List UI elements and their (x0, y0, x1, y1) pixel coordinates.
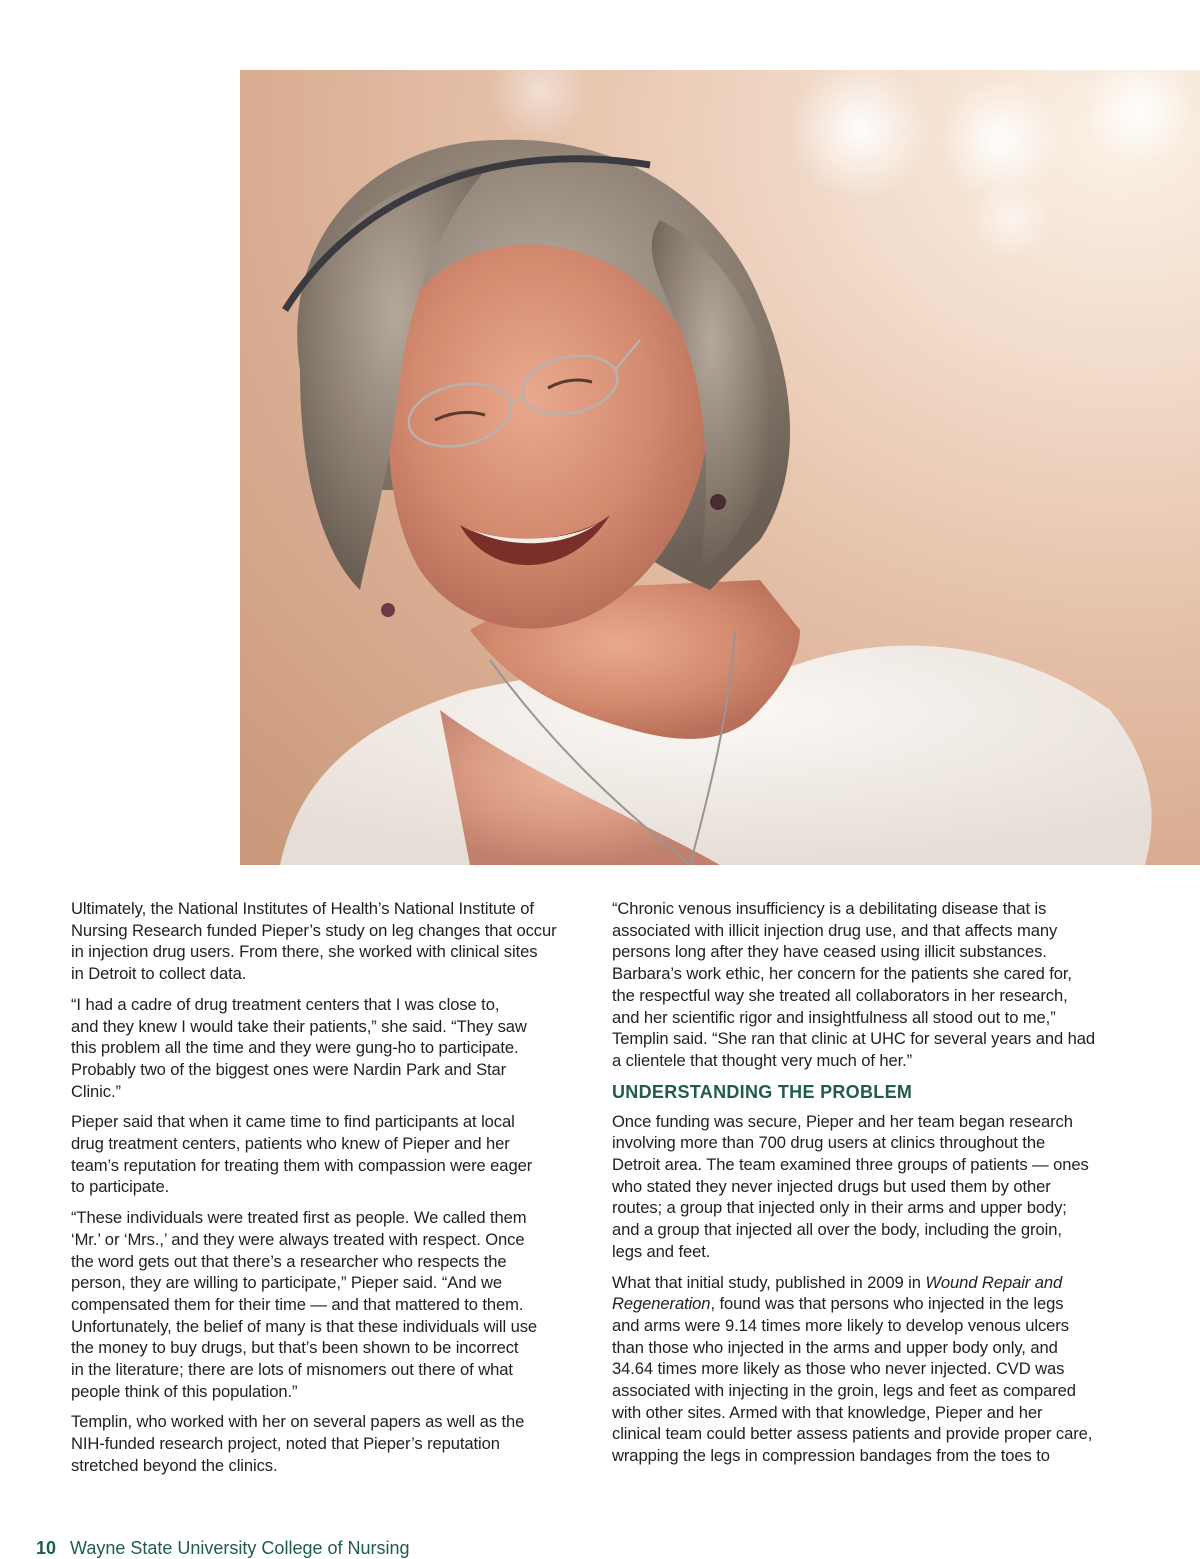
journal-title: Regeneration (612, 1294, 711, 1314)
text-line: routes; a group that injected only in their arms and upper body; (612, 1198, 1067, 1218)
text-line: Nursing Research funded Pieper’s study on leg changes that occur (71, 920, 557, 940)
publication-name: Wayne State University College of Nursing (70, 1538, 410, 1558)
text-line: involving more than 700 drug users at clinics throughout the (612, 1133, 1046, 1153)
portrait-illustration (240, 70, 1200, 865)
text-line: Barbara’s work ethic, her concern for the patients she cared for, (612, 964, 1072, 984)
text-line: in the literature; there are lots of misnomers out there of what (71, 1360, 513, 1380)
text-line: Once funding was secure, Pieper and her team began research (612, 1111, 1073, 1131)
text-line: Clinic.” (71, 1081, 121, 1101)
text-line: Detroit area. The team examined three groups of patients — ones (612, 1155, 1089, 1175)
text-line: “These individuals were treated first as people. We called them (71, 1208, 527, 1228)
text-line: ‘Mr.’ or ‘Mrs.,’ and they were always treated with respect. Once (71, 1229, 525, 1249)
text-line: team’s reputation for treating them with compassion were eager (71, 1155, 533, 1175)
text-line: and her scientific rigor and insightfulness all stood out to me,” (612, 1007, 1056, 1027)
text-line: 34.64 times more likely as those who never injected. CVD was (612, 1359, 1065, 1379)
paragraph (612, 1111, 1137, 1263)
text-line: Unfortunately, the belief of many is that these individuals will use (71, 1316, 538, 1336)
text-line: wrapping the legs in compression bandages from the toes to (612, 1446, 1050, 1466)
text-line: associated with injecting in the groin, legs and feet as compared (612, 1381, 1076, 1401)
text-fragment: What that initial study, published in 2009 in (612, 1272, 926, 1292)
text-line: the money to buy drugs, but that’s been shown to be incorrect (71, 1338, 519, 1358)
text-line: Probably two of the biggest ones were Nardin Park and Star (71, 1059, 507, 1079)
text-line: person, they are willing to participate,” Pieper said. “And we (71, 1273, 502, 1293)
text-line: and arms were 9.14 times more likely to develop venous ulcers (612, 1315, 1069, 1335)
text-line: Pieper said that when it came time to find participants at local (71, 1112, 515, 1132)
paragraph (71, 1411, 591, 1476)
section-heading: UNDERSTANDING THE PROBLEM (612, 1081, 913, 1102)
text-line: in Detroit to collect data. (71, 964, 247, 984)
portrait-photo (240, 70, 1200, 865)
text-line: persons long after they have ceased using illicit substances. (612, 942, 1047, 962)
text-line: in injection drug users. From there, she worked with clinical sites (71, 942, 538, 962)
text-line: this problem all the time and they were gung-ho to participate. (71, 1038, 519, 1058)
text-line: and they knew I would take their patients,” she said. “They saw (71, 1016, 527, 1036)
right-column (612, 898, 1137, 1476)
text-line: legs and feet. (612, 1241, 711, 1261)
text-line: associated with illicit injection drug use, and that affects many (612, 920, 1058, 940)
paragraph (71, 994, 591, 1103)
text-line: “Chronic venous insufficiency is a debilitating disease that is (612, 899, 1047, 918)
text-line: with other sites. Armed with that knowledge, Pieper and her (612, 1402, 1043, 1422)
paragraph (71, 1111, 591, 1198)
text-line: the word gets out that there’s a researcher who respects the (71, 1251, 507, 1271)
text-line (612, 1272, 1137, 1294)
text-line: Templin said. “She ran that clinic at UHC for several years and had (612, 1029, 1096, 1049)
text-line (612, 1293, 1137, 1315)
text-line: “I had a cadre of drug treatment centers that I was close to, (71, 994, 500, 1014)
text-line: compensated them for their time — and that mattered to them. (71, 1294, 524, 1314)
text-line: to participate. (71, 1177, 170, 1197)
paragraph (612, 1272, 1137, 1467)
text-line: the respectful way she treated all collaborators in her research, (612, 985, 1068, 1005)
paragraph (612, 898, 1137, 1072)
paragraph (71, 1207, 591, 1402)
text-line: people think of this population.” (71, 1381, 298, 1401)
text-line: Templin, who worked with her on several papers as well as the (71, 1412, 525, 1432)
text-line: than those who injected in the arms and upper body only, and (612, 1337, 1058, 1357)
page-number: 10 (36, 1538, 57, 1558)
text-line: drug treatment centers, patients who knew of Pieper and her (71, 1134, 510, 1154)
paragraph (71, 898, 591, 985)
text-line: Ultimately, the National Institutes of Health’s National Institute of (71, 899, 534, 918)
left-column (71, 898, 591, 1486)
page-footer (36, 1538, 410, 1559)
text-line: stretched beyond the clinics. (71, 1455, 278, 1475)
text-line: a clientele that thought very much of her.” (612, 1050, 913, 1070)
journal-title: Wound Repair and (925, 1272, 1063, 1292)
text-line: who stated they never injected drugs but used them by other (612, 1176, 1051, 1196)
text-line: clinical team could better assess patients and provide proper care, (612, 1424, 1093, 1444)
text-line: NIH-funded research project, noted that Pieper’s reputation (71, 1434, 500, 1454)
text-fragment: , found was that persons who injected in the legs (710, 1294, 1064, 1314)
text-line: and a group that injected all over the body, including the groin, (612, 1220, 1062, 1240)
